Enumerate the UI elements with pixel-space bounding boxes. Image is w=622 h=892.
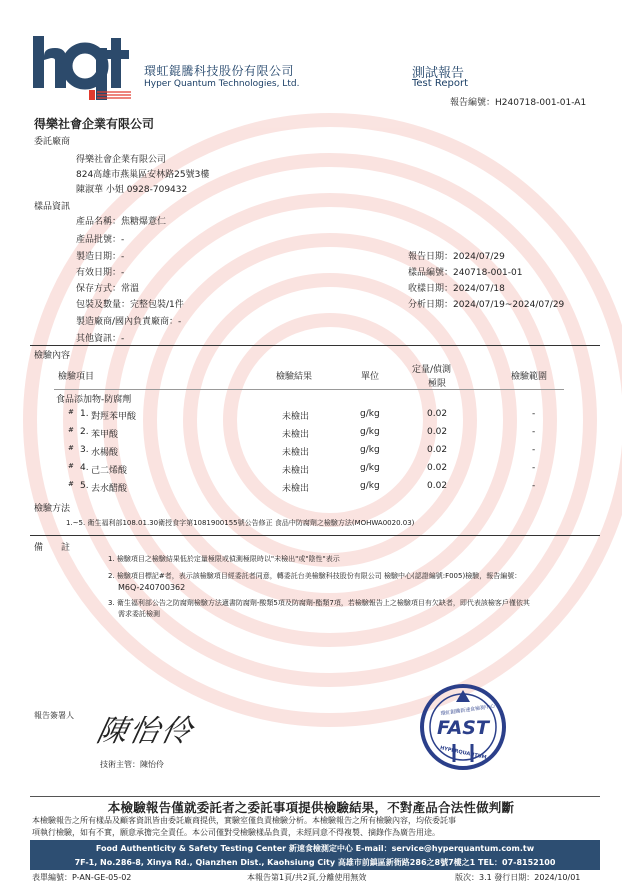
footer-line-1: Food Authenticity & Safety Testing Center 新速食檢測定中心 E-mail：service@hyperquantum.com.tw (95, 844, 535, 853)
client-name-heading: 得樂社會企業有限公司 (34, 117, 155, 131)
note-item-3: 3. 衛生福利部公告之防腐劑檢驗方法適書防腐劑-酸類5項及防腐劑-酯類7項，若檢驗報告上之檢驗項目有欠缺者，即代表該檢客戶僅依其 (108, 599, 530, 607)
divider-header (54, 389, 564, 390)
group-label: 食品添加物-防腐劑 (56, 395, 132, 405)
row-unit: g/kg (360, 481, 380, 491)
row-item: 苯甲酸 (91, 430, 119, 440)
report-date: 報告日期：2024/07/29 (408, 252, 505, 262)
note-item-1: 1. 檢驗項目之檢驗結果低於定量極限或偵測極限時以"未檢出"或"陰性"表示 (108, 555, 340, 563)
sample-field-name: 產品名稱：焦糖爆薏仁 (76, 217, 167, 227)
signature-image: 陳怡伶 (93, 714, 197, 749)
sample-field-package: 包裝及數量：完整包裝/1件 (76, 300, 184, 310)
footer-line-2: 7F-1, No.286-8, Xinya Rd., Qianzhen Dist., Kaohsiung City 高雄市前鎮區新衙路286之8號7樓之1 TEL：07-8152100 (74, 858, 556, 867)
row-item: 己二烯酸 (91, 466, 128, 476)
sample-field-storage: 保存方式：常溫 (76, 284, 140, 294)
receive-date: 收樣日期：2024/07/18 (408, 284, 505, 294)
row-mark: # (68, 462, 74, 470)
note-item-2: 2. 檢驗項目標記#者，表示該檢驗項目經委託者同意，轉委託台美檢驗科技股份有限公司 檢驗中心(認證編號:F005)檢驗，報告編號： (108, 572, 522, 580)
fast-certification-stamp (418, 682, 508, 772)
row-range: - (532, 445, 536, 455)
disclaimer-line-2: 項執行檢驗，如有不實，願意承擔完全責任。本公司僅對受檢驗樣品負責，未經同意不得複製、摘錄作為廣告用途。 (32, 828, 440, 837)
stamp-main-text: FAST (437, 717, 489, 739)
company-name-en: Hyper Quantum Technologies, Ltd. (144, 79, 300, 89)
sample-number: 樣品編號：240718-001-01 (408, 268, 523, 278)
analysis-date: 分析日期：2024/07/19~2024/07/29 (408, 300, 565, 310)
row-mark: # (68, 426, 74, 434)
row-unit: g/kg (360, 409, 380, 419)
row-number: 3. (80, 445, 89, 455)
stamp-bottom-text: HYPERQUANTUM (439, 745, 488, 761)
note-item-3-cont: 需求委託檢測 (118, 610, 160, 618)
disclaimer-headline: 本檢驗報告僅就委託者之委託事項提供檢驗結果，不對產品合法性做判斷 (107, 800, 515, 815)
row-range: - (532, 463, 536, 473)
version-info: 版次：3.1 發行日期：2024/10/01 (455, 873, 581, 882)
sample-field-batch: 產品批號：- (76, 235, 125, 245)
sample-field-mfg-date: 製造日期：- (76, 252, 125, 262)
row-item: 去水醋酸 (91, 484, 128, 494)
divider-notes (30, 535, 600, 536)
signer-caption: 技術主管：陳怡伶 (100, 760, 164, 769)
page-indicator: 本報告第1頁/共2頁,分離使用無效 (247, 873, 367, 882)
row-loq: 0.02 (427, 409, 448, 419)
row-result: 未檢出 (282, 466, 310, 476)
col-header-result: 檢驗結果 (276, 372, 313, 382)
report-number: 報告編號：H240718-001-01-A1 (450, 98, 587, 108)
client-address: 824高雄市燕巢區安林路25號3樓 (76, 170, 210, 180)
company-name-cn: 環虹錕騰科技股份有限公司 (144, 64, 295, 78)
doc-title-en: Test Report (412, 78, 469, 89)
client-section-label: 委託廠商 (34, 137, 71, 147)
row-range: - (532, 481, 536, 491)
row-item: 水楊酸 (91, 448, 119, 458)
row-result: 未檢出 (282, 484, 310, 494)
footer-contact-bar (30, 840, 600, 870)
row-number: 4. (80, 463, 89, 473)
row-loq: 0.02 (427, 463, 448, 473)
col-header-unit: 單位 (361, 372, 380, 382)
col-header-loq-2: 極限 (428, 379, 447, 389)
client-contact: 陳淑華 小姐 0928-709432 (76, 185, 188, 195)
table-row (0, 409, 622, 423)
row-mark: # (68, 480, 74, 488)
row-loq: 0.02 (427, 427, 448, 437)
row-item: 對羥苯甲酸 (91, 412, 137, 422)
table-row (0, 445, 622, 459)
row-result: 未檢出 (282, 430, 310, 440)
form-number: 表單編號：P-AN-GE-05-02 (32, 873, 132, 882)
col-header-item: 檢驗項目 (58, 372, 95, 382)
row-range: - (532, 427, 536, 437)
row-result: 未檢出 (282, 412, 310, 422)
notes-section-label: 備 註 (34, 543, 71, 553)
sample-field-other: 其他資訊：- (76, 334, 125, 344)
table-row (0, 481, 622, 495)
sample-section-label: 樣品資訊 (34, 202, 71, 212)
divider-disclaimer (30, 796, 600, 797)
row-unit: g/kg (360, 463, 380, 473)
method-section-label: 檢驗方法 (34, 504, 71, 514)
sample-field-expiry: 有效日期：- (76, 268, 125, 278)
row-result: 未檢出 (282, 448, 310, 458)
company-logo (33, 34, 133, 100)
row-number: 1. (80, 409, 89, 419)
doc-title-cn: 測試報告 (412, 66, 465, 81)
row-loq: 0.02 (427, 481, 448, 491)
row-number: 5. (80, 481, 89, 491)
disclaimer-line-1: 本檢驗報告之所有樣品及顧客資訊皆由委託廠商提供，實驗室僅負責檢驗分析。本檢驗報告之所有檢驗內容，均依委託事 (32, 816, 456, 825)
signature-label: 報告簽署人 (34, 711, 74, 720)
row-mark: # (68, 408, 74, 416)
client-name: 得樂社會企業有限公司 (76, 155, 167, 165)
stamp-ring-text: 環虹錕騰新速食檢測中心 (440, 703, 496, 718)
results-section-label: 檢驗內容 (34, 351, 71, 361)
note-item-2-report-no: M6Q-240700362 (118, 583, 186, 592)
sample-field-manufacturer: 製造廠商/國內負責廠商：- (76, 317, 182, 327)
divider-results (30, 345, 600, 346)
row-range: - (532, 409, 536, 419)
col-header-range: 檢驗範圍 (511, 372, 548, 382)
col-header-loq-1: 定量/偵測 (412, 365, 452, 375)
method-text: 1.~5. 衛生福利部108.01.30衛授食字第1081900155號公告修正 食品中防腐劑之檢驗方法(MOHWA0020.03) (66, 519, 415, 527)
row-unit: g/kg (360, 445, 380, 455)
table-row (0, 427, 622, 441)
row-unit: g/kg (360, 427, 380, 437)
row-number: 2. (80, 427, 89, 437)
row-mark: # (68, 444, 74, 452)
row-loq: 0.02 (427, 445, 448, 455)
table-row (0, 463, 622, 477)
